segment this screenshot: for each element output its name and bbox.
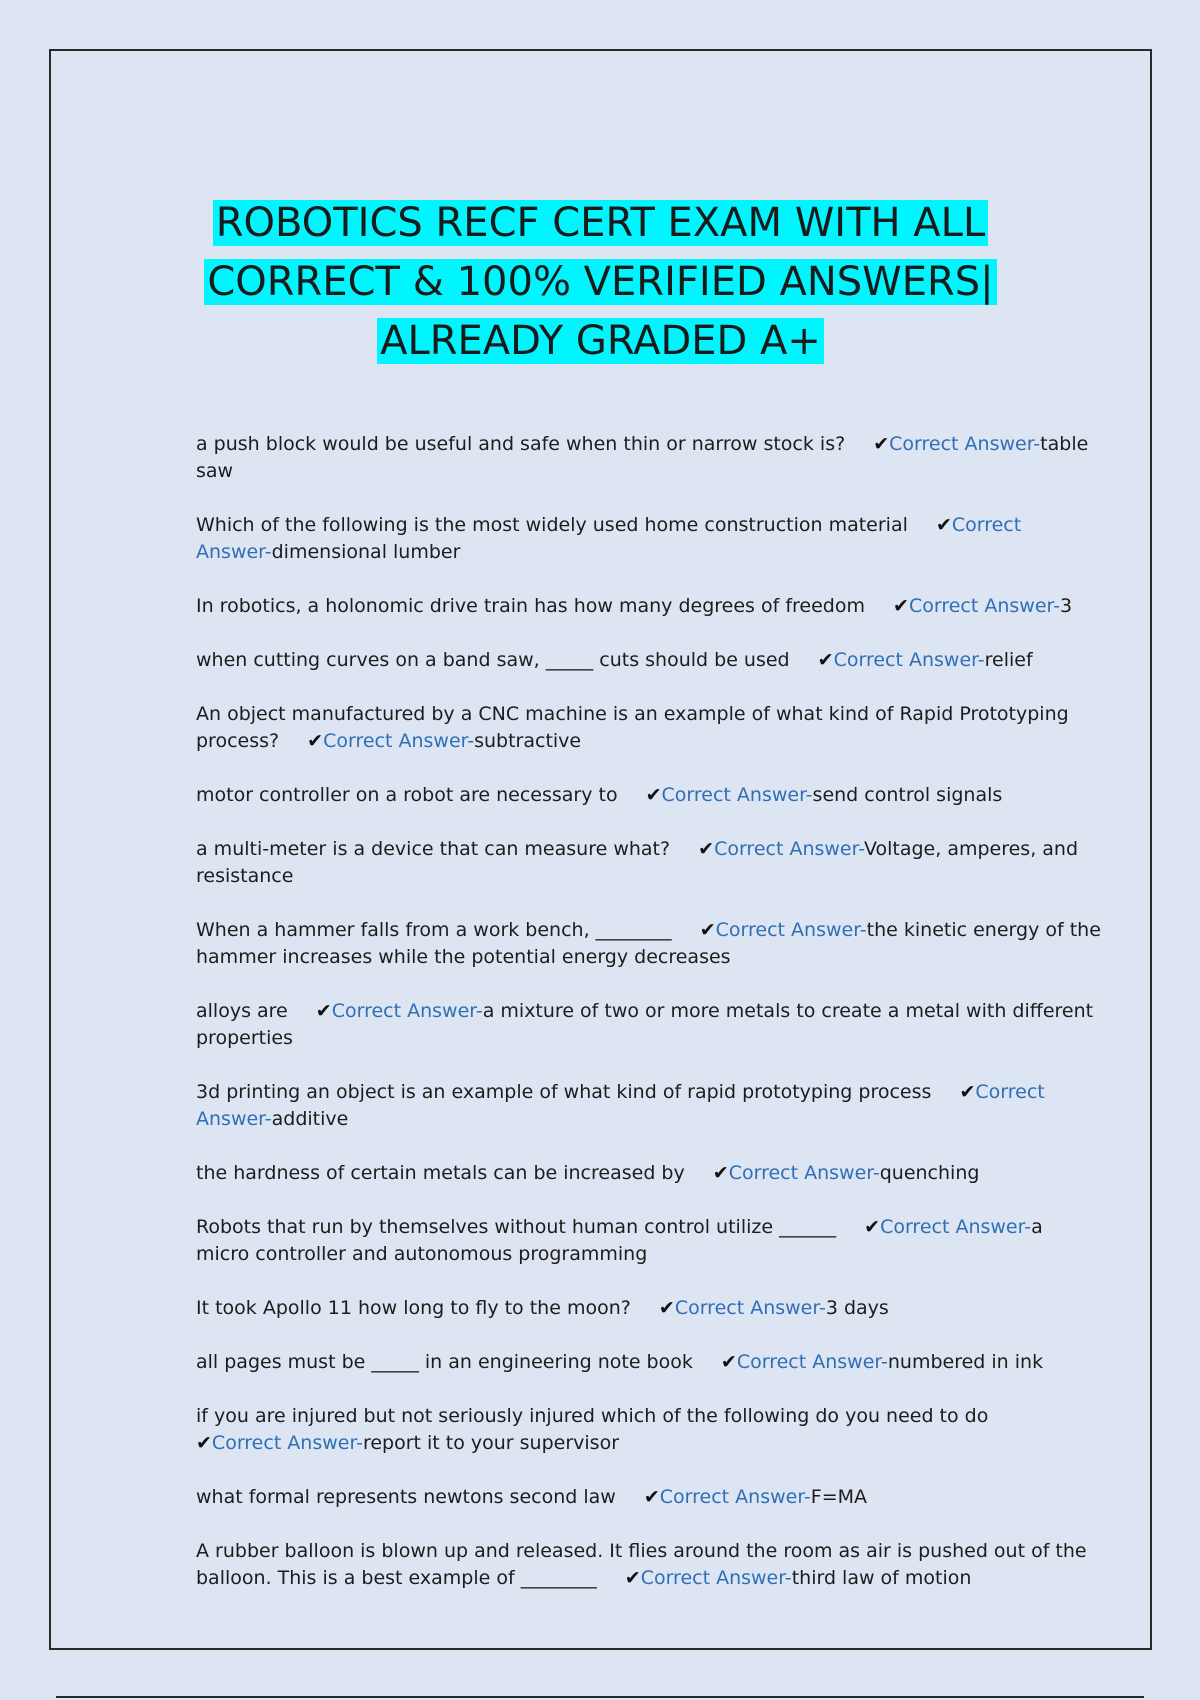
question-text: 3d printing an object is an example of what kind of rapid prototyping process (196, 1081, 932, 1103)
qa-item (196, 1160, 1101, 1187)
answer-text: F=MA (810, 1486, 868, 1508)
answer-text: a mixture of two or more metals to create a metal with different properties (196, 1000, 1094, 1049)
question-text: alloys are (196, 1000, 288, 1022)
question-text: when cutting curves on a band saw, _____ cuts should be used (196, 649, 790, 671)
document-title (51, 194, 1150, 371)
answer-text: dimensional lumber (271, 541, 461, 563)
correct-answer-label: Correct Answer- (196, 1081, 1045, 1130)
answer-text: additive (271, 1108, 349, 1130)
qa-item (196, 701, 1101, 755)
qa-item (196, 782, 1101, 809)
correct-answer-label: Correct Answer- (659, 1486, 811, 1508)
correct-answer-label: Correct Answer- (674, 1297, 826, 1319)
checkmark-icon: ✔ (645, 784, 662, 806)
document-page (49, 49, 1152, 1650)
question-text: It took Apollo 11 how long to fly to the moon? (196, 1297, 631, 1319)
checkmark-icon: ✔ (624, 1567, 641, 1589)
question-text: When a hammer falls from a work bench, ________ (196, 919, 672, 941)
answer-text: the kinetic energy of the hammer increases while the potential energy decreases (196, 919, 1101, 968)
checkmark-icon: ✔ (698, 838, 715, 860)
checkmark-icon: ✔ (658, 1297, 675, 1319)
qa-item (196, 1484, 1101, 1511)
question-text: if you are injured but not seriously injured which of the following do you need to do (196, 1405, 989, 1427)
qa-item (196, 917, 1101, 971)
title-line (51, 194, 1150, 253)
title-line (51, 312, 1150, 371)
correct-answer-label: Correct Answer- (714, 838, 864, 860)
checkmark-icon: ✔ (712, 1162, 729, 1184)
checkmark-icon: ✔ (699, 919, 716, 941)
question-text: An object manufactured by a CNC machine is an example of what kind of Rapid Prototyping process? (196, 703, 1069, 752)
question-text: what formal represents newtons second law (196, 1486, 616, 1508)
qa-item (196, 1079, 1101, 1133)
checkmark-icon: ✔ (643, 1486, 660, 1508)
question-text: In robotics, a holonomic drive train has how many degrees of freedom (196, 595, 865, 617)
question-text: Which of the following is the most widely used home construction material (196, 514, 908, 536)
question-text: A rubber balloon is blown up and released. It flies around the room as air is pushed out of the balloon. This is a best example of ________ (196, 1540, 1087, 1589)
question-text: all pages must be _____ in an engineering note book (196, 1351, 693, 1373)
correct-answer-label: Correct Answer- (880, 1216, 1032, 1238)
question-text: a multi-meter is a device that can measure what? (196, 838, 671, 860)
question-text: motor controller on a robot are necessary to (196, 784, 618, 806)
answer-text: a micro controller and autonomous programming (196, 1216, 1043, 1265)
page-divider (56, 1696, 1144, 1698)
correct-answer-label: Correct Answer- (196, 514, 1022, 563)
correct-answer-label: Correct Answer- (715, 919, 867, 941)
answer-text: quenching (879, 1162, 980, 1184)
checkmark-icon: ✔ (873, 433, 890, 455)
checkmark-icon: ✔ (196, 1432, 212, 1454)
qa-item (196, 998, 1101, 1052)
correct-answer-label: Correct Answer- (889, 433, 1041, 455)
qa-list (196, 431, 1101, 1619)
title-line-text: ALREADY GRADED A+ (377, 318, 824, 364)
checkmark-icon: ✔ (315, 1000, 332, 1022)
checkmark-icon: ✔ (959, 1081, 976, 1103)
correct-answer-label: Correct Answer- (908, 595, 1060, 617)
qa-item (196, 1538, 1101, 1592)
qa-item (196, 1403, 1101, 1457)
correct-answer-label: Correct Answer- (661, 784, 813, 806)
correct-answer-label: Correct Answer- (323, 730, 475, 752)
answer-text: third law of motion (791, 1567, 972, 1589)
answer-text: table saw (196, 433, 1089, 482)
answer-text: numbered in ink (887, 1351, 1044, 1373)
checkmark-icon: ✔ (893, 595, 909, 617)
correct-answer-label: Correct Answer- (211, 1432, 363, 1454)
correct-answer-label: Correct Answer- (331, 1000, 483, 1022)
qa-item (196, 1295, 1101, 1322)
qa-item (196, 593, 1101, 620)
answer-text: relief (984, 649, 1033, 671)
qa-item (196, 431, 1101, 485)
question-text: a push block would be useful and safe when thin or narrow stock is? (196, 433, 846, 455)
correct-answer-label: Correct Answer- (833, 649, 985, 671)
title-line (51, 253, 1150, 312)
checkmark-icon: ✔ (307, 730, 324, 752)
qa-item (196, 647, 1101, 674)
correct-answer-label: Correct Answer- (640, 1567, 792, 1589)
title-line-text: ROBOTICS RECF CERT EXAM WITH ALL (213, 200, 989, 246)
qa-item (196, 1349, 1101, 1376)
question-text: the hardness of certain metals can be increased by (196, 1162, 685, 1184)
checkmark-icon: ✔ (720, 1351, 737, 1373)
answer-text: subtractive (474, 730, 582, 752)
answer-text: report it to your supervisor (362, 1432, 620, 1454)
answer-text: Voltage, amperes, and resistance (196, 838, 1079, 887)
answer-text: 3 days (825, 1297, 889, 1319)
correct-answer-label: Correct Answer- (736, 1351, 888, 1373)
qa-item (196, 512, 1101, 566)
qa-item (196, 836, 1101, 890)
qa-item (196, 1214, 1101, 1268)
checkmark-icon: ✔ (864, 1216, 881, 1238)
checkmark-icon: ✔ (935, 514, 952, 536)
correct-answer-label: Correct Answer- (728, 1162, 880, 1184)
checkmark-icon: ✔ (817, 649, 834, 671)
answer-text: 3 (1059, 595, 1073, 617)
answer-text: send control signals (812, 784, 1003, 806)
title-line-text: CORRECT & 100% VERIFIED ANSWERS| (204, 259, 996, 305)
question-text: Robots that run by themselves without human control utilize ______ (196, 1216, 837, 1238)
